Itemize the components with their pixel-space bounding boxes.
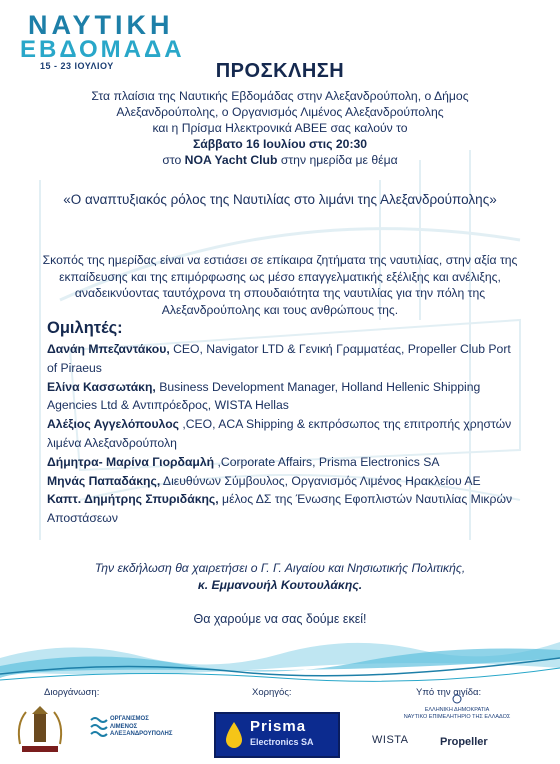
closing-note (40, 560, 520, 594)
speaker-item (47, 472, 517, 491)
port-text-line: ΟΡΓΑΝΙΣΜΟΣ (110, 716, 149, 722)
waves-icon (90, 714, 108, 742)
speaker-item (47, 415, 517, 453)
speaker-name: Δήμητρα- Μαρίνα Γιορδαμλή (47, 454, 215, 469)
wista-logo: WISTA (372, 734, 409, 746)
logo-title-line1: ΝΑΥΤΙΚΗ (28, 10, 174, 40)
venue-prefix: στο (162, 153, 182, 167)
intro-line: Στα πλαίσια της Ναυτικής Εβδομάδας στην Αλεξανδρούπολη, ο Δήμος (91, 89, 469, 103)
logo-title-line2: ΕΒΔΟΜΑΔΑ (20, 36, 185, 63)
port-authority-logo (90, 714, 200, 744)
naval-week-logo (12, 6, 185, 71)
drop-icon (222, 720, 246, 750)
port-text-line: ΛΙΜΕΝΟΣ (110, 723, 138, 730)
speaker-name: Μηνάς Παπαδάκης, (47, 473, 161, 488)
speaker-role: ,CEO, ACA Shipping & εκπρόσωπος της επιτροπής χρηστών λιμένα Αλεξανδρούπολη (47, 417, 512, 450)
closing-line: Την εκδήλωση θα χαιρετήσει ο Γ. Γ. Αιγαίου και Νησιωτικής Πολιτικής, (94, 561, 466, 575)
venue-suffix: στην ημερίδα με θέμα (280, 153, 398, 167)
sponsor-subtitle: Electronics SA (250, 737, 314, 747)
wave-decoration (0, 628, 560, 688)
venue-line (40, 152, 520, 168)
speaker-name: Αλέξιος Αγγελόπουλος (47, 417, 179, 432)
speaker-role: Business Development Manager, Holland Hellenic Shipping Agencies Ltd & Αντιπρόεδρος, WISTA Hellas (47, 379, 481, 413)
speaker-name: Ελίνα Κασσωτάκη, (47, 379, 156, 394)
speaker-name: Δανάη Μπεζαντάκου, (47, 342, 170, 356)
prisma-sponsor-logo (214, 712, 340, 758)
event-theme: «Ο αναπτυξιακός ρόλος της Ναυτιλίας στο λιμάνι της Αλεξανδρούπολης» (63, 192, 497, 207)
purpose-paragraph: Σκοπός της ημερίδας είναι να εστιάσει σε επίκαιρα ζητήματα της ναυτιλίας, στην αξία της εκπαίδευσης και της επιμόρφωσης ως μέσο επαγγελματικής εξέλιξης και ανέλιξης, αναδεικνύοντας ταυτόχρονα τη σπουδαιότητα της ναυτιλίας για την πόλη της Αλεξανδρούπολης και τους ανθρώπους της. (42, 253, 518, 317)
event-date: Σάββατο 16 Ιουλίου στις 20:30 (192, 137, 368, 151)
speaker-item (47, 378, 517, 416)
greeting-person: κ. Εμμανουήλ Κουτουλάκης. (197, 578, 363, 592)
chamber-line: ΝΑΥΤΙΚΟ ΕΠΙΜΕΛΗΤΗΡΙΟ ΤΗΣ ΕΛΛΑΔΟΣ (403, 714, 511, 720)
shipping-chamber-logo (372, 694, 542, 720)
chamber-line: ΕΛΛΗΝΙΚΗ ΔΗΜΟΚΡΑΤΙΑ (424, 707, 490, 713)
intro-line: και η Πρίσμα Ηλεκτρονικά ΑΒΕΕ σας καλούν το (152, 121, 408, 135)
speaker-role: μέλος ΔΣ της Ένωσης Εφοπλιστών Ναυτιλίας Μικρών Αποστάσεων (47, 492, 513, 526)
sponsor-name: Prisma (250, 718, 307, 735)
speaker-role: CEO, Navigator LTD & Γενική Γραμματέας, Propeller Club Port of Piraeus (47, 342, 511, 375)
sponsor-label: Χορηγός: (252, 687, 292, 698)
propeller-club-logo: Propeller (440, 736, 488, 748)
speaker-role: Διευθύνων Σύμβουλος, Οργανισμός Λιμένος Ηρακλείου ΑΕ (160, 473, 481, 488)
port-text-line: ΑΛΕΞΑΝΔΡΟΥΠΟΛΗΣ (110, 731, 173, 737)
emblem-icon (452, 694, 462, 704)
speaker-item (47, 453, 517, 472)
speaker-name: Καπτ. Δημήτρης Σπυριδάκης, (47, 492, 219, 507)
port-authority-text (110, 716, 172, 739)
see-you-message: Θα χαρούμε να σας δούμε εκεί! (193, 612, 367, 626)
municipality-logo (12, 704, 68, 756)
speakers-heading: Ομιλητές: (47, 319, 123, 337)
aegis-label: Υπό την αιγίδα: (416, 687, 482, 698)
intro-line: Αλεξανδρούπολης, ο Οργανισμός Λιμένος Αλεξανδρούπολης (116, 105, 444, 119)
speaker-item (47, 490, 517, 528)
speaker-role: ,Corporate Affairs, Prisma Electronics SA (214, 454, 440, 469)
organizer-label: Διοργάνωση: (44, 687, 100, 698)
venue-name: NOA Yacht Club (184, 153, 278, 167)
page-title: ΠΡΟΣΚΛΗΣΗ (215, 60, 345, 82)
speaker-item (47, 340, 517, 378)
speakers-list (47, 340, 517, 528)
logo-dates: 15 - 23 ΙΟΥΛΙΟΥ (40, 61, 114, 71)
intro-paragraph (40, 88, 520, 168)
